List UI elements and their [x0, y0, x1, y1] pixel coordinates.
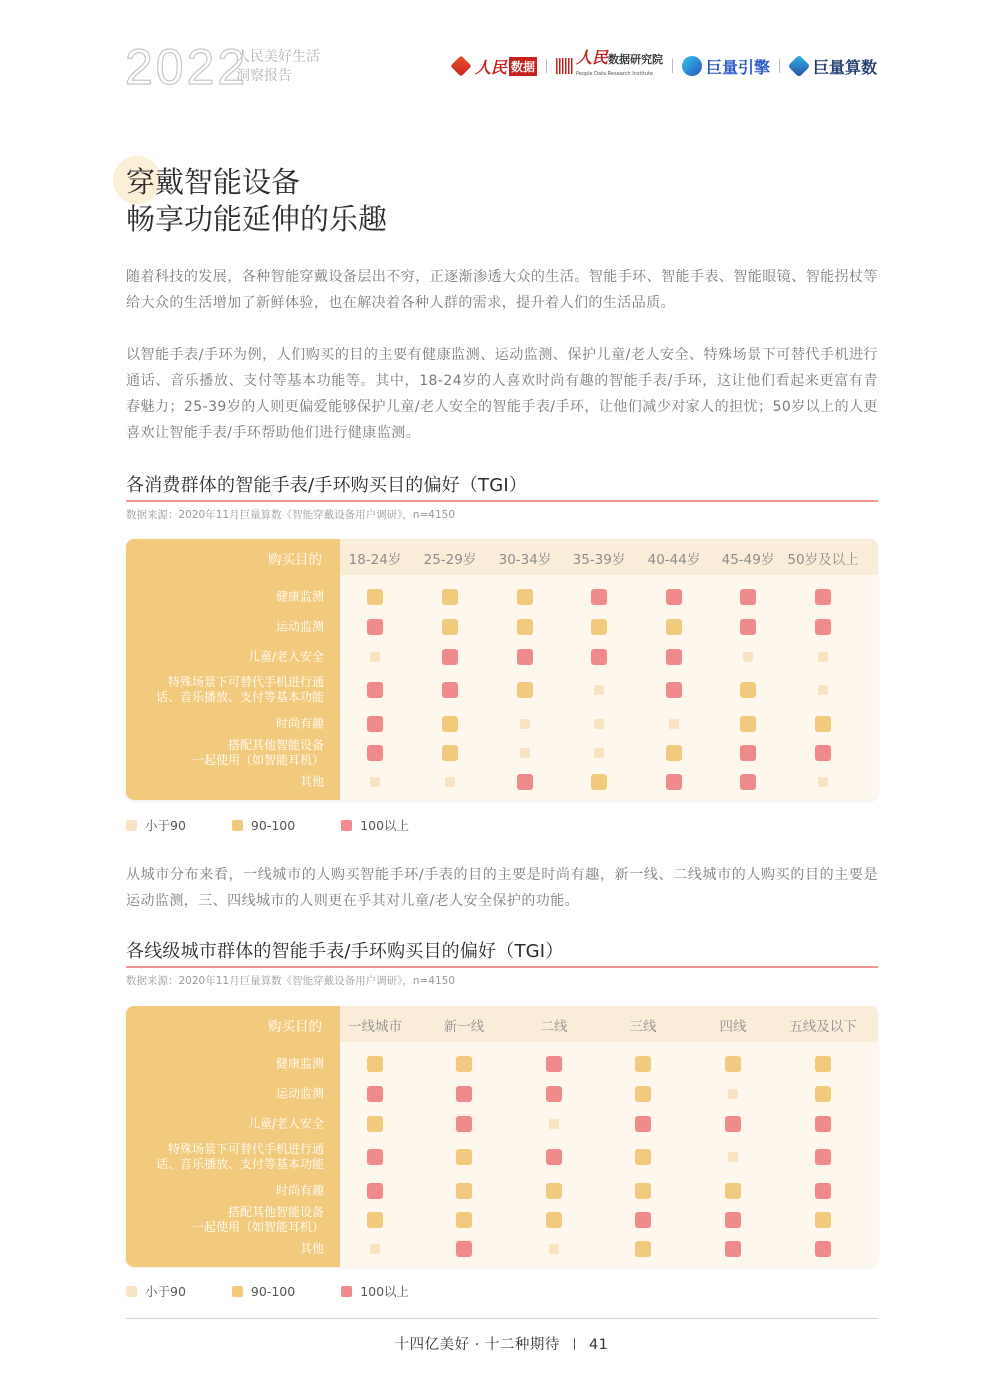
legend-item: [232, 818, 295, 833]
chart2-cell-h: [546, 1056, 562, 1072]
chart1-cell-h: [517, 774, 533, 790]
chart1-corner-header: 购买目的: [268, 552, 322, 568]
legend-label: 小于90: [145, 1284, 186, 1299]
chart2-cell-m: [456, 1212, 472, 1228]
chart2-cell-m: [456, 1149, 472, 1165]
footer-text: 十四亿美好 · 十二种期待: [394, 1337, 560, 1353]
chart1-cell-s: [520, 719, 530, 729]
chart2-cell-h: [815, 1241, 831, 1257]
chart1-cell-h: [517, 649, 533, 665]
chart2-cell-m: [635, 1241, 651, 1257]
chart2-title-underline: [126, 966, 878, 968]
chart1-cell-h: [740, 745, 756, 761]
report-subtitle-line1: 人民美好生活: [236, 49, 320, 65]
chart1-cell-h: [815, 589, 831, 605]
chart2-cell-m: [725, 1056, 741, 1072]
chart1-cell-m: [591, 774, 607, 790]
chart1-cell-h: [591, 589, 607, 605]
chart2-corner-header: 购买目的: [268, 1019, 322, 1035]
legend-swatch-h: [341, 1286, 352, 1297]
legend-swatch-m: [232, 820, 243, 831]
chart1-cell-m: [367, 589, 383, 605]
chart2-cell-m: [815, 1056, 831, 1072]
chart1-cell-s: [445, 777, 455, 787]
chart1-cell-h: [367, 682, 383, 698]
chart1-cell-h: [740, 774, 756, 790]
chart1-cell-h: [740, 619, 756, 635]
chart2-column-header: 三线: [629, 1019, 657, 1035]
chart1-title-underline: [126, 500, 878, 502]
legend-swatch-m: [232, 1286, 243, 1297]
chart2-title: 各线级城市群体的智能手表/手环购买目的偏好（TGI）: [126, 941, 564, 962]
chart1-cell-h: [666, 649, 682, 665]
chart2-column-header: 一线城市: [348, 1019, 402, 1035]
chart1-matrix: [126, 539, 878, 800]
soundwave-icon: [556, 58, 574, 74]
page-title-line2: 畅享功能延伸的乐趣: [126, 202, 388, 236]
legend-item: [341, 816, 409, 834]
chart1-cell-s: [594, 685, 604, 695]
intro-paragraph: 随着科技的发展，各种智能穿戴设备层出不穷，正逐渐渗透大众的生活。智能手环、智能手表、智能眼镜、智能拐杖等给大众的生活增加了新鲜体验，也在解决着各种人群的需求，提升着人们的生活品质。: [126, 269, 878, 311]
chart1-cell-h: [666, 589, 682, 605]
chart1-column-header: 45-49岁: [721, 552, 775, 568]
chart2-column-header: 二线: [540, 1019, 568, 1035]
chart1-cell-h: [666, 774, 682, 790]
chart1-cell-s: [370, 652, 380, 662]
chart2-cell-h: [635, 1212, 651, 1228]
chart2-source: 数据来源：2020年11月巨量算数《智能穿戴设备用户调研》，n=4150: [126, 975, 456, 987]
chart1-column-header: 18-24岁: [348, 552, 402, 568]
chart2-cell-m: [367, 1212, 383, 1228]
chart2-cell-m: [546, 1183, 562, 1199]
chart1-legend: [126, 816, 455, 834]
chart2-cell-h: [815, 1149, 831, 1165]
chart2-cell-m: [367, 1056, 383, 1072]
chart2-cell-m: [635, 1183, 651, 1199]
smartwatch-paragraph: 以智能手表/手环为例，人们购买的目的主要有健康监测、运动监测、保护儿童/老人安全、特殊场景下可替代手机进行通话、音乐播放、支付等基本功能等。其中，18-24岁的人喜欢时尚有趣的智能手表/手环，这让他们看起来更富有青春魅力；25-39岁的人则更偏爱能够保护儿童/老人安全的智能手表/手环，让他们减少对家人的担忧；50岁以上的人更喜欢让智能手表/手环帮助他们进行健康监测。: [126, 347, 878, 441]
chart1-column-header: 50岁及以上: [787, 552, 859, 568]
chart1-cell-s: [594, 719, 604, 729]
chart2-cell-h: [367, 1183, 383, 1199]
chart1-cell-m: [666, 745, 682, 761]
chart1-cell-h: [367, 619, 383, 635]
report-subtitle-line2: 洞察报告: [236, 68, 292, 84]
chart2-row-label: 特殊场景下可替代手机进行通 话、音乐播放、支付等基本功能: [155, 1142, 324, 1171]
page-title: [126, 164, 387, 238]
legend-label: 小于90: [145, 818, 186, 833]
chart2-cell-h: [725, 1116, 741, 1132]
chart2-cell-h: [815, 1116, 831, 1132]
chart1-column-header: 25-29岁: [423, 552, 477, 568]
ocean-engine-logo: [682, 55, 770, 78]
footer-separator: [574, 1338, 575, 1350]
chart1-cell-m: [591, 619, 607, 635]
chart1-cell-m: [442, 619, 458, 635]
chart1-cell-s: [669, 719, 679, 729]
ocean-arithmetic-logo: [789, 55, 877, 78]
chart2-cell-m: [546, 1212, 562, 1228]
chart2-cell-m: [367, 1116, 383, 1132]
chart2-cell-h: [725, 1241, 741, 1257]
chart1-cell-s: [370, 777, 380, 787]
chart1-cell-h: [815, 745, 831, 761]
chart2-cell-h: [367, 1149, 383, 1165]
chart2-cell-m: [815, 1086, 831, 1102]
chart1-cell-m: [517, 589, 533, 605]
chart2-cell-m: [456, 1183, 472, 1199]
chart2-cell-h: [367, 1086, 383, 1102]
chart2-cell-h: [546, 1149, 562, 1165]
legend-item: [232, 1284, 295, 1299]
chart1-cell-m: [815, 716, 831, 732]
chart1-cell-s: [818, 685, 828, 695]
legend-item: [126, 816, 186, 834]
chart1-cell-m: [740, 682, 756, 698]
page-number: 41: [588, 1337, 609, 1353]
legend-label: 100以上: [360, 818, 410, 833]
chart1-row-label: 其他: [299, 774, 324, 789]
chart1-cell-h: [740, 589, 756, 605]
chart2-cell-m: [635, 1086, 651, 1102]
institute-logo-name: 人民: [575, 48, 608, 67]
ocean-engine-logo-name: 巨量引擎: [705, 57, 770, 77]
chart1-cell-h: [815, 619, 831, 635]
partner-logos: [451, 48, 877, 80]
ocean-engine-logo-icon: [682, 56, 702, 76]
chart2-cell-m: [635, 1149, 651, 1165]
institute-logo-sub: People Data Research Institute: [575, 71, 653, 77]
chart2-cell-h: [456, 1241, 472, 1257]
footer-divider: [126, 1318, 878, 1319]
chart2-column-header: 四线: [719, 1019, 747, 1035]
chart2-cell-h: [635, 1116, 651, 1132]
chart1-row-label: 特殊场景下可替代手机进行通 话、音乐播放、支付等基本功能: [155, 675, 324, 704]
chart2-cell-s: [728, 1089, 738, 1099]
chart2-cell-s: [549, 1119, 559, 1129]
chart2-cell-s: [549, 1244, 559, 1254]
people-data-logo: [451, 55, 537, 78]
people-data-institute-logo: [556, 48, 663, 81]
chart1-cell-h: [442, 649, 458, 665]
chart1-cell-m: [517, 682, 533, 698]
chart1-cell-m: [666, 619, 682, 635]
report-subtitle: [236, 48, 320, 86]
chart2-cell-h: [456, 1116, 472, 1132]
chart2-cell-s: [370, 1244, 380, 1254]
people-data-logo-badge: 数据: [509, 57, 537, 76]
legend-label: 90-100: [250, 1283, 296, 1299]
chart2-row-label: 健康监测: [275, 1056, 324, 1071]
people-data-logo-name: 人民: [474, 57, 507, 77]
chart2-row-label: 运动监测: [275, 1086, 324, 1101]
legend-item: [341, 1282, 409, 1300]
chart1-cell-m: [517, 619, 533, 635]
chart1-source: 数据来源：2020年11月巨量算数《智能穿戴设备用户调研》，n=4150: [126, 509, 456, 521]
chart2-cell-m: [635, 1056, 651, 1072]
chart2-cell-h: [546, 1086, 562, 1102]
chart1-cell-h: [666, 682, 682, 698]
legend-swatch-s: [126, 820, 137, 831]
chart1-cell-s: [818, 652, 828, 662]
legend-label: 90-100: [250, 817, 296, 833]
chart1-cell-s: [743, 652, 753, 662]
chart2-matrix: [126, 1006, 878, 1267]
institute-logo-suffix: 数据研究院: [607, 53, 663, 66]
chart1-cell-m: [442, 745, 458, 761]
chart2-cell-s: [728, 1152, 738, 1162]
chart2-cell-h: [815, 1183, 831, 1199]
report-year: 2022: [125, 39, 249, 95]
logo-divider: [672, 59, 673, 73]
chart2-column-header: 五线及以下: [789, 1019, 857, 1035]
chart2-cell-h: [456, 1086, 472, 1102]
chart1-row-label: 儿童/老人安全: [247, 649, 324, 664]
ocean-arithmetic-logo-name: 巨量算数: [812, 57, 877, 77]
chart1-column-header: 35-39岁: [572, 552, 626, 568]
chart1-row-label: 健康监测: [275, 589, 324, 604]
chart1-cell-h: [591, 649, 607, 665]
city-paragraph: 从城市分布来看，一线城市的人购买智能手环/手表的目的主要是时尚有趣，新一线、二线城市的人购买的目的主要是运动监测，三、四线城市的人则更在乎其对儿童/老人安全保护的功能。: [126, 867, 878, 909]
chart1-cell-s: [520, 748, 530, 758]
chart2-legend: [126, 1282, 455, 1300]
chart2-row-label: 其他: [299, 1241, 324, 1256]
chart1-cell-s: [818, 777, 828, 787]
chart1-cell-m: [740, 716, 756, 732]
chart1-cell-h: [442, 682, 458, 698]
logo-divider: [779, 59, 780, 73]
chart2-cell-m: [456, 1056, 472, 1072]
legend-swatch-h: [341, 820, 352, 831]
chart1-title: 各消费群体的智能手表/手环购买目的偏好（TGI）: [126, 475, 528, 496]
chart1-row-label: 搭配其他智能设备 一起使用（如智能耳机）: [191, 738, 324, 767]
chart1-column-header: 40-44岁: [647, 552, 701, 568]
chart2-row-label: 搭配其他智能设备 一起使用（如智能耳机）: [191, 1205, 324, 1234]
people-data-logo-icon: [450, 55, 471, 76]
chart1-cell-s: [594, 748, 604, 758]
chart2-cell-m: [725, 1183, 741, 1199]
chart2-cell-h: [725, 1212, 741, 1228]
chart1-column-header: 30-34岁: [498, 552, 552, 568]
chart1-cell-h: [367, 716, 383, 732]
ocean-arithmetic-logo-icon: [788, 55, 811, 78]
chart2-row-label: 时尚有趣: [275, 1183, 324, 1198]
chart2-cell-m: [815, 1212, 831, 1228]
chart1-cell-m: [442, 716, 458, 732]
chart2-column-header: 新一线: [443, 1019, 485, 1035]
legend-label: 100以上: [360, 1284, 410, 1299]
footer: [0, 1333, 1003, 1354]
legend-swatch-s: [126, 1286, 137, 1297]
page-title-line1: 穿戴智能设备: [126, 165, 301, 199]
chart2-row-label: 儿童/老人安全: [247, 1116, 324, 1131]
chart1-row-label: 时尚有趣: [275, 716, 324, 731]
chart1-cell-h: [367, 745, 383, 761]
chart1-cell-m: [442, 589, 458, 605]
chart1-row-label: 运动监测: [275, 619, 324, 634]
legend-item: [126, 1282, 186, 1300]
logo-divider: [546, 59, 547, 73]
